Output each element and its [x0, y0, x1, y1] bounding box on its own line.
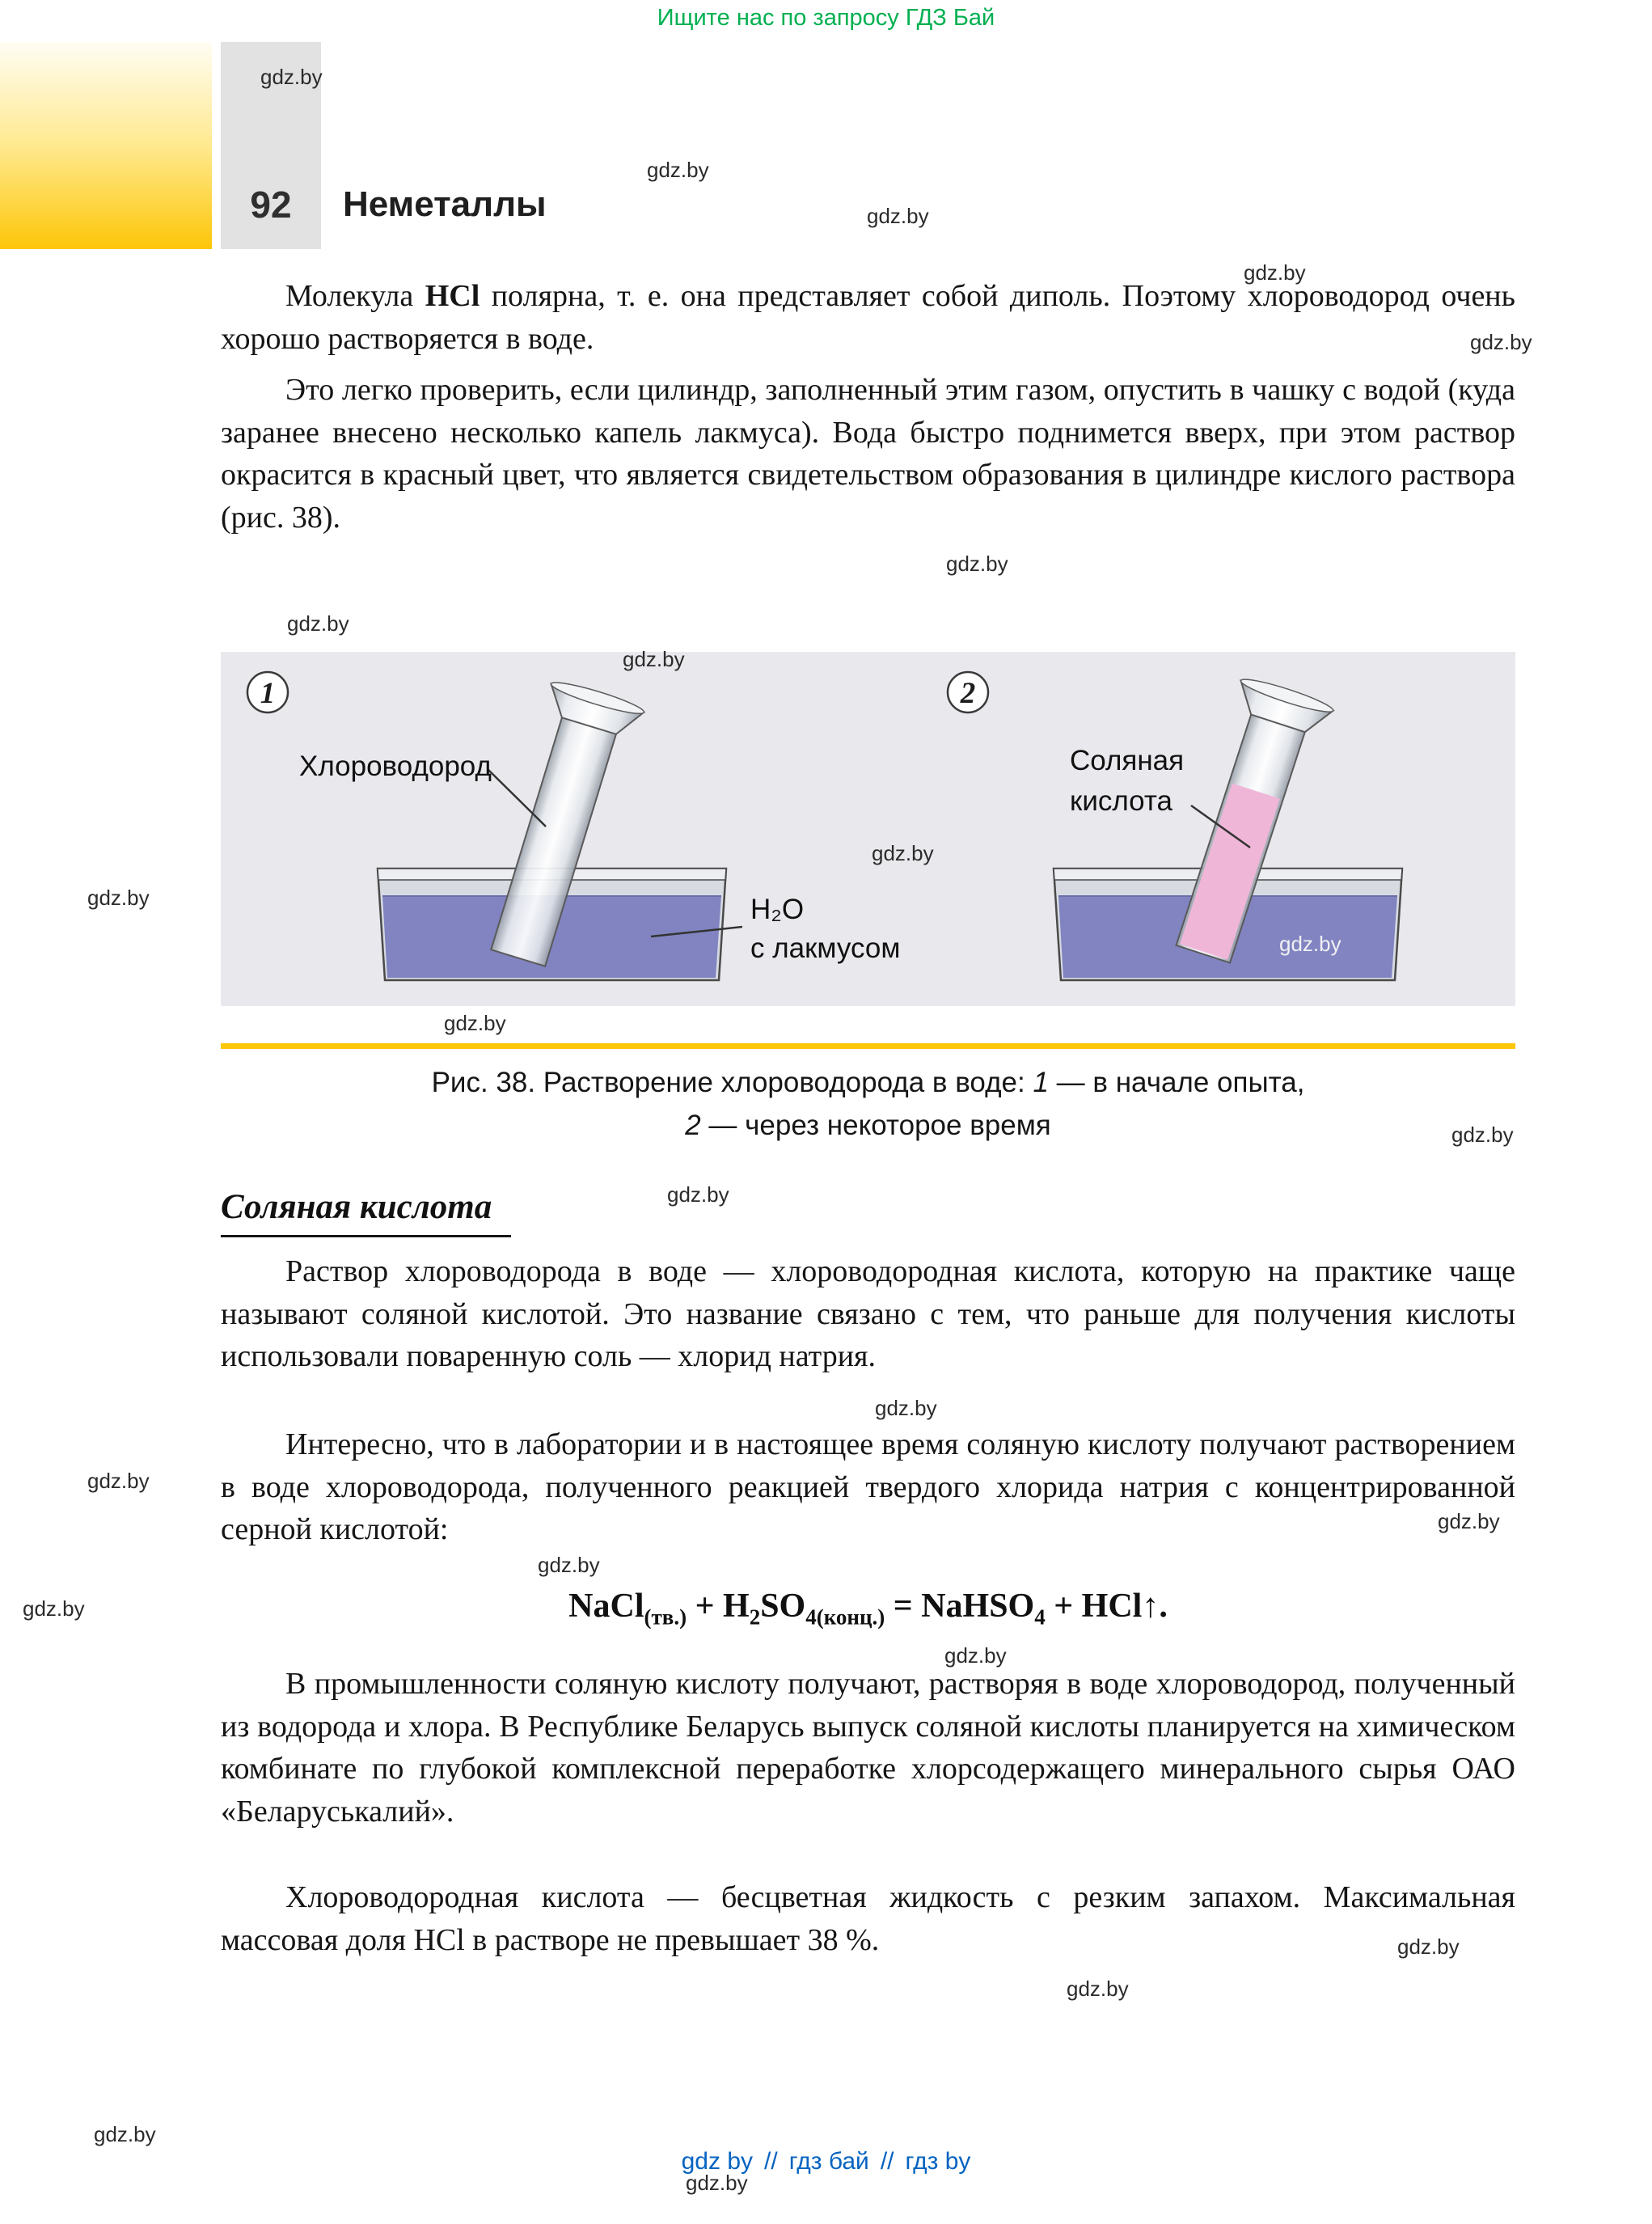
paragraph-lab-preparation: Интересно, что в лаборатории и в настоящее время соляную кислоту получают растворением в воде хлороводорода, полученного реакцией твердого хлорида натрия с концентрированной серной кислотой:: [221, 1427, 1515, 1546]
watermark: gdz.by: [1279, 932, 1341, 956]
label-hydrogen-chloride: Хлороводород: [299, 750, 492, 782]
footer-link-1[interactable]: gdz by: [681, 2148, 754, 2175]
footer-link-2[interactable]: гдз бай: [788, 2148, 869, 2175]
eq-sub: 2: [749, 1605, 761, 1630]
caption-text: — через некоторое время: [700, 1110, 1051, 1141]
eq-term: + H: [687, 1588, 750, 1625]
eq-sub: 4: [1034, 1605, 1046, 1630]
chapter-title: Неметаллы: [343, 184, 547, 224]
paragraph-industry: В промышленности соляную кислоту получают, растворяя в воде хлороводород, полученный из водорода и хлора. В Республике Беларусь выпуск соляной кислоты планируется на химическом комбинате по глубокой комплексной переработке хлорсодержащего минерального сырья ОАО «Беларуськалий».: [221, 1667, 1515, 1829]
figure-divider-rule: [221, 1043, 1515, 1049]
watermark: gdz.by: [1438, 1509, 1500, 1533]
watermark: gdz.by: [1470, 330, 1532, 354]
text-run: полярна, т. е. она представляет собой диполь. Поэтому хлороводород очень хорошо растворяется в воде.: [221, 279, 1515, 356]
caption-line-1: [221, 1061, 1515, 1104]
caption-num-2: 2: [685, 1110, 701, 1141]
caption-num-1: 1: [1033, 1067, 1049, 1098]
eq-sub: (тв.): [644, 1605, 687, 1630]
watermark: gdz.by: [623, 647, 685, 671]
watermark: gdz.by: [94, 2122, 156, 2146]
footer-links: [0, 2148, 1652, 2175]
page-number: 92: [250, 184, 292, 226]
caption-line-2: [221, 1104, 1515, 1147]
figure-marker-1: [247, 672, 288, 712]
footer-link-3[interactable]: гдз by: [905, 2148, 971, 2175]
watermark: gdz.by: [667, 1182, 729, 1207]
watermark: gdz.by: [1397, 1934, 1460, 1959]
eq-term: = NaHSO: [885, 1588, 1035, 1625]
watermark: gdz.by: [867, 204, 929, 228]
watermark: gdz.by: [647, 158, 709, 182]
hcl-formula-bold: HCl: [425, 279, 480, 313]
yellow-corner-decoration: [0, 42, 212, 249]
paragraph-acid-name: Раствор хлороводорода в воде — хлороводородная кислота, которую на практике чаще называют соляной кислотой. Это название связано с тем, что раньше для получения кислоты использовали поваренную соль — хлорид натрия.: [221, 1254, 1515, 1373]
section-title-hydrochloric-acid: [221, 1187, 1515, 1237]
label-water-line1: H₂O: [750, 894, 805, 925]
watermark: gdz.by: [87, 886, 150, 910]
watermark: gdz.by: [875, 1396, 937, 1420]
watermark: gdz.by: [287, 611, 349, 636]
watermark: gdz.by: [87, 1469, 150, 1493]
figure-number-1: 1: [260, 677, 276, 710]
label-acid-line2: кислота: [1070, 785, 1172, 817]
figure-marker-2: [948, 672, 988, 712]
watermark: gdz.by: [538, 1553, 600, 1577]
watermark: gdz.by: [872, 841, 934, 865]
watermark: gdz.by: [946, 552, 1008, 576]
paragraph-properties: Хлороводородная кислота — бесцветная жидкость с резким запахом. Максимальная массовая доля HCl в растворе не превышает 38 %.: [221, 1880, 1515, 1957]
chemical-equation: [221, 1587, 1515, 1630]
footer-separator: //: [764, 2148, 778, 2175]
figure-number-2: 2: [960, 677, 976, 710]
label-acid-line1: Соляная: [1070, 745, 1185, 776]
watermark: gdz.by: [686, 2171, 748, 2195]
label-water-line2: с лакмусом: [750, 932, 901, 964]
watermark: gdz.by: [444, 1011, 506, 1035]
watermark: gdz.by: [260, 65, 323, 89]
promo-banner: Ищите нас по запросу ГДЗ Бай: [657, 5, 995, 31]
caption-text: Рис. 38. Растворение хлороводорода в воде:: [431, 1067, 1033, 1098]
watermark: gdz.by: [23, 1596, 85, 1621]
footer-separator: //: [880, 2148, 894, 2175]
eq-term: SO: [760, 1588, 806, 1625]
caption-text: — в начале опыта,: [1048, 1067, 1305, 1098]
watermark: gdz.by: [1067, 1977, 1129, 2001]
text-run: Молекула: [285, 279, 425, 313]
eq-term: + HCl↑.: [1045, 1588, 1168, 1625]
eq-sub: 4(конц.): [805, 1605, 885, 1630]
watermark: gdz.by: [1451, 1123, 1514, 1147]
eq-term: NaCl: [568, 1588, 644, 1625]
section-title-text: Соляная кислота: [221, 1187, 511, 1237]
paragraph-experiment: Это легко проверить, если цилиндр, заполненный этим газом, опустить в чашку с водой (куда заранее внесено несколько капель лакмуса). Вода быстро поднимется вверх, при этом раствор окрасится в красный цвет, что является свидетельством образования в цилиндре кислого раствора (рис. 38).: [221, 373, 1515, 535]
paragraph-hcl-polarity: [221, 275, 1515, 360]
watermark: gdz.by: [1244, 260, 1306, 285]
figure-caption: [221, 1061, 1515, 1147]
watermark: gdz.by: [944, 1643, 1007, 1668]
